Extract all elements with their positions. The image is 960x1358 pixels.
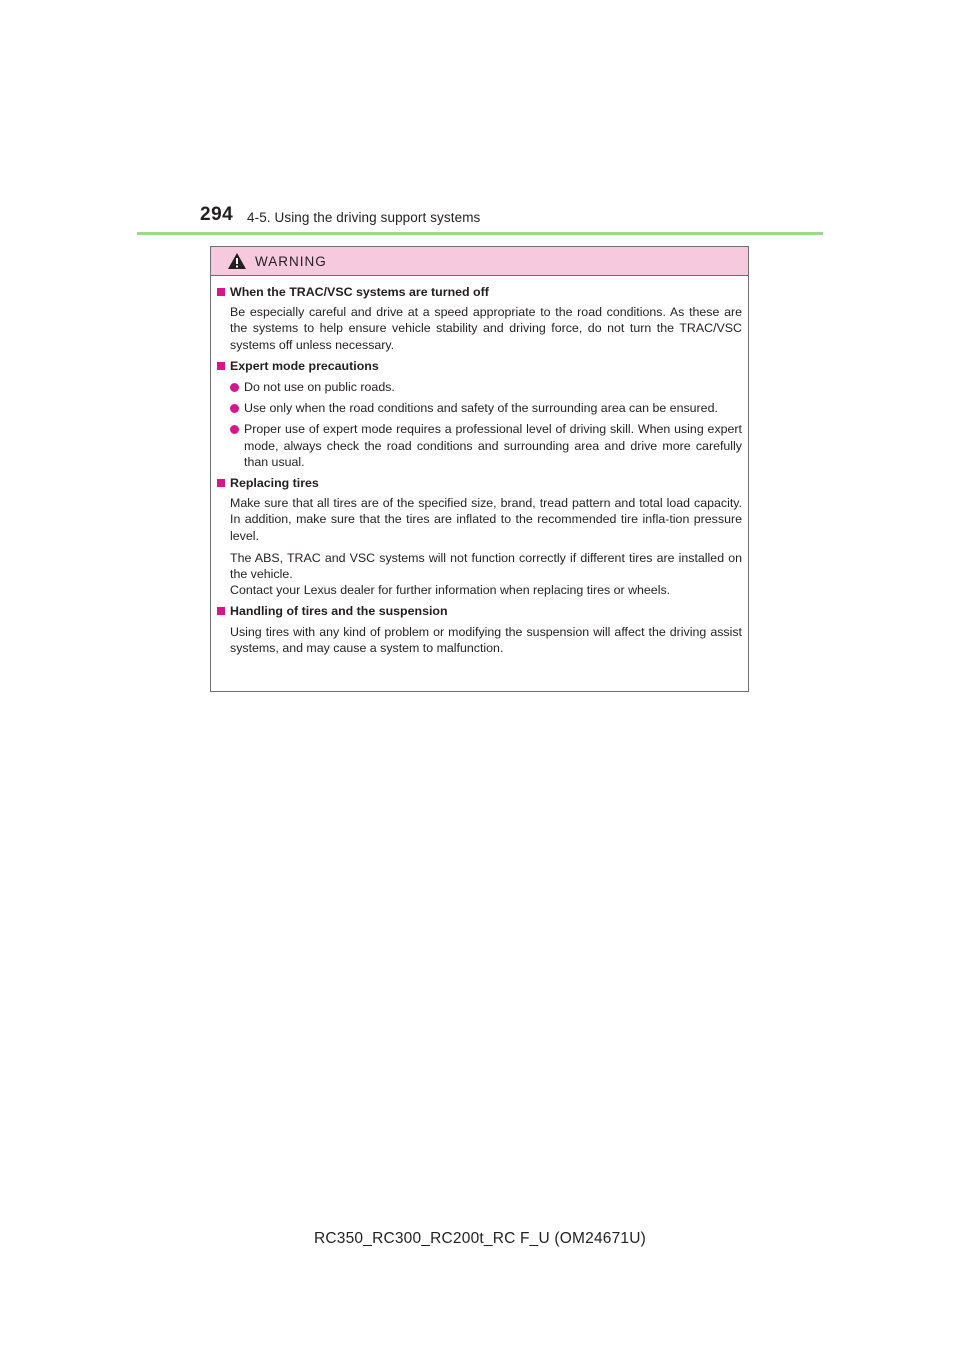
section-heading: [217, 475, 742, 491]
section-heading-text: When the TRAC/VSC systems are turned off: [230, 285, 489, 299]
list-item: [230, 379, 742, 395]
square-bullet-icon: [217, 607, 225, 615]
section-heading: [217, 603, 742, 619]
paragraph: Using tires with any kind of problem or modifying the suspension will affect the driving assist systems, and may cause a system to malfunction.: [230, 624, 742, 655]
list-item-text: Do not use on public roads.: [244, 380, 395, 395]
paragraph: Make sure that all tires are of the specified size, brand, tread pattern and total load capacity. In addition, make sure that the tires are inflated to the recommended tire infla-tion pressure level.: [230, 496, 742, 543]
square-bullet-icon: [217, 288, 225, 296]
header-rule: [137, 232, 823, 235]
page-number: 294: [200, 204, 234, 225]
section-title: 4-5. Using the driving support systems: [247, 210, 481, 225]
list-item: [230, 421, 742, 470]
paragraph-line: Contact your Lexus dealer for further information when replacing tires or wheels.: [230, 583, 671, 598]
section-heading: [217, 358, 742, 374]
square-bullet-icon: [217, 362, 225, 370]
section-heading: [217, 284, 742, 300]
paragraph: Be especially careful and drive at a speed appropriate to the road conditions. As these are the systems to help ensure vehicle stability and driving force, do not turn the TRAC/VSC systems off unless necessary.: [230, 305, 742, 352]
warning-title: WARNING: [255, 253, 327, 269]
list-item-text: Use only when the road conditions and safety of the surrounding area can be ensured.: [244, 401, 718, 416]
footer-model-code: RC350_RC300_RC200t_RC F_U (OM24671U): [314, 1230, 646, 1247]
warning-triangle-icon: [227, 252, 247, 270]
section-heading-text: Replacing tires: [230, 476, 319, 491]
list-item-text: Proper use of expert mode requires a professional level of driving skill. When using expert mode, always check the road conditions and surrounding area and drive more carefully than usual.: [244, 422, 742, 469]
section-heading-text: Handling of tires and the suspension: [230, 604, 448, 619]
round-bullet-icon: [230, 404, 239, 413]
warning-box: [210, 246, 749, 692]
round-bullet-icon: [230, 383, 239, 392]
square-bullet-icon: [217, 479, 225, 487]
list-item: [230, 400, 742, 416]
paragraph-line: The ABS, TRAC and VSC systems will not function correctly if different tires are installed on the vehicle.: [230, 550, 742, 582]
warning-body: [211, 276, 748, 656]
paragraph: [230, 550, 742, 599]
section-heading-text: Expert mode precautions: [230, 358, 379, 373]
warning-header: [211, 247, 748, 276]
round-bullet-icon: [230, 425, 239, 434]
